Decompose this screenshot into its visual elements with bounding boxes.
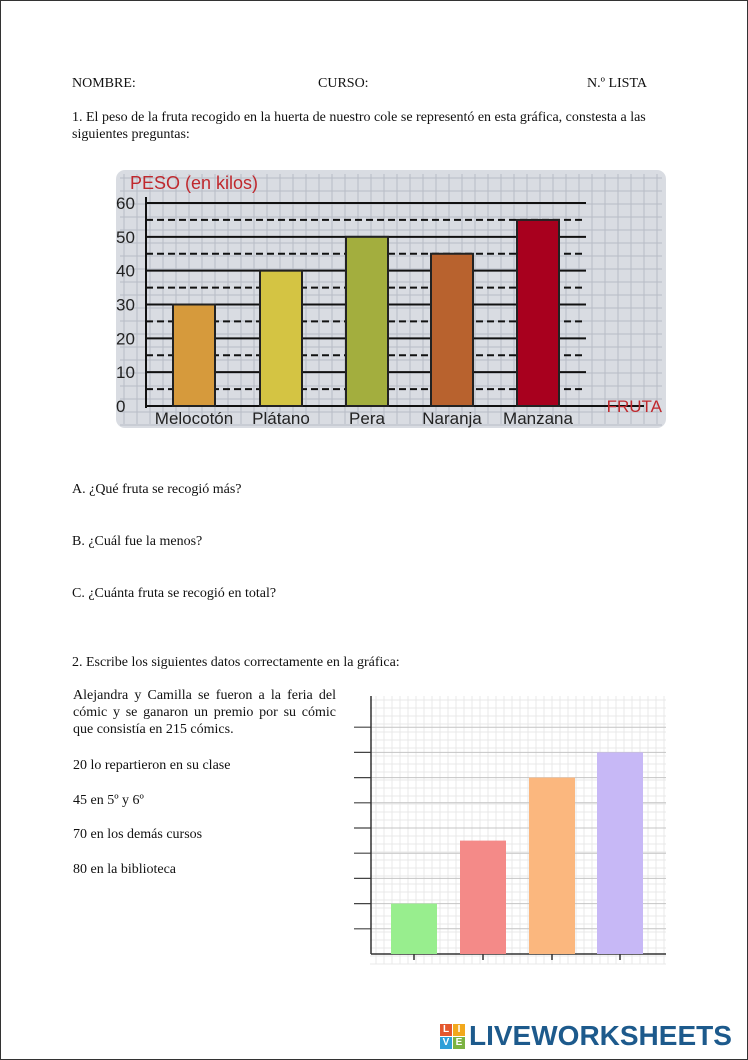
data-item-4: 80 en la biblioteca [73, 862, 177, 877]
question-1b: B. ¿Cuál fue la menos? [72, 534, 203, 549]
category-label: Pera [349, 409, 385, 428]
y-tick-label: 10 [116, 363, 135, 383]
question-1c: C. ¿Cuánta fruta se recogió en total? [72, 586, 277, 601]
category-label: Naranja [422, 409, 482, 428]
comics-chart [350, 690, 670, 972]
bar-manzana [517, 220, 559, 406]
y-tick-label: 0 [116, 397, 126, 416]
comics-bar [460, 841, 506, 954]
data-item-1: 20 lo repartieron en su clase [73, 758, 231, 773]
y-tick-label: 50 [116, 227, 135, 247]
y-tick-label: 60 [116, 194, 135, 213]
y-tick-label: 30 [116, 295, 135, 315]
comics-bar [597, 752, 643, 954]
logo-mark-icon [440, 1024, 465, 1049]
question-1-text: 1. El peso de la fruta recogido en la huerta de nuestro cole se representó en esta gráfica, constesta a las siguientes preguntas: [72, 110, 646, 142]
logo-mark-letter: E [453, 1037, 465, 1049]
logo-mark-letter: L [440, 1024, 452, 1036]
x-axis-label: FRUTA [606, 397, 662, 416]
bar-melocotón [173, 305, 215, 407]
liveworksheets-logo [440, 1018, 732, 1054]
category-label: Melocotón [154, 409, 234, 428]
curso-label: CURSO: [318, 76, 369, 91]
bar-naranja [431, 254, 473, 406]
bar-pera [346, 237, 388, 406]
question-2-text: 2. Escribe los siguientes datos correctamente en la gráfica: [72, 655, 400, 670]
nombre-label: NOMBRE: [72, 76, 136, 91]
y-tick-label: 20 [116, 329, 135, 349]
category-label: Plátano [252, 409, 310, 428]
question-1a: A. ¿Qué fruta se recogió más? [72, 482, 242, 497]
logo-mark-letter: I [453, 1024, 465, 1036]
data-item-2: 45 en 5º y 6º [73, 793, 144, 808]
chart-title: PESO (en kilos) [130, 173, 259, 193]
comic-story: Alejandra y Camilla se fueron a la feria del cómic y se ganaron un premio por su cómic que consistía en 215 cómics. [73, 688, 336, 737]
logo-text: LIVEWORKSHEETS [469, 1020, 732, 1051]
category-label: Manzana [503, 409, 573, 428]
comics-bar [391, 904, 437, 954]
y-tick-label: 40 [116, 261, 135, 281]
lista-label: N.º LISTA [587, 76, 647, 91]
logo-mark-letter: V [440, 1037, 452, 1049]
data-item-3: 70 en los demás cursos [73, 827, 203, 842]
comics-bar [529, 778, 575, 954]
fruit-weight-chart [116, 170, 666, 428]
bar-plátano [260, 271, 302, 406]
